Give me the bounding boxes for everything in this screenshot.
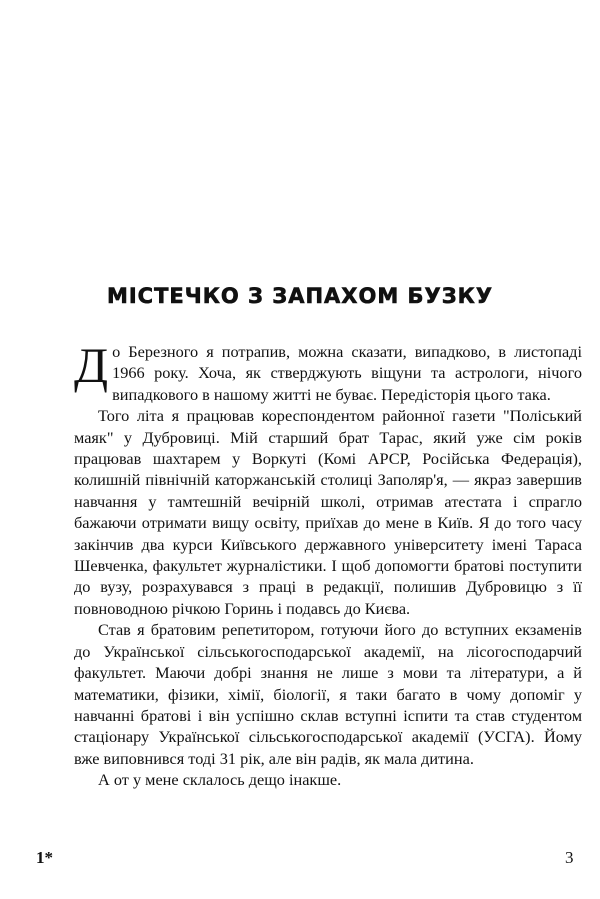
- signature-mark: 1*: [36, 848, 53, 867]
- paragraph-1: [74, 337, 582, 405]
- page-number: 3: [565, 848, 574, 867]
- paragraph-2: Того літа я працював кореспондентом районної газети "Поліський маяк" у Дубровиці. Мій старший брат Тарас, який уже сім років працював шахтарем у Воркуті (Комі АРСР, Російська Федерація), колишній північній каторжанській столиці Заполяр'я, — якраз завершив навчання у тамтешній вечірній школі, отримав атестата і спрагло бажаючи отримати вищу освіту, приїхав до мене в Київ. Я до того часу закінчив два курси Київського державного університету імені Тараса Шевченка, факультет журналістики. І щоб допомогти братові поступити до вузу, розрахувався з праці в редакції, полишив Дубровицю з її повноводною річкою Горинь і подавсь до Києва.: [74, 406, 582, 618]
- paragraph-1-text: о Березного я потрапив, можна сказати, випадково, в листопаді 1966 року. Хоча, як стверджують віщуни та астрологи, нічого випадкового в нашому житті не буває. Передісторія цього така.: [112, 342, 582, 404]
- paragraph-3: Став я братовим репетитором, готуючи його до вступних екзаменів до Української сільськогосподарської академії, на лісогосподарчий факультет. Маючи добрі знання не лише з мови та літератури, а й математики, фізики, хімії, біології, я таки багато в чому допоміг у навчанні братові і він успішно склав вступні іспити та став студентом стаціонару Української сільськогосподарської академії (УСГА). Йому вже виповнився тоді 31 рік, але він радів, як мала дитина.: [74, 620, 582, 768]
- paragraph-4: А от у мене склалось дещо інакше.: [98, 770, 342, 790]
- body-text: [74, 337, 582, 791]
- drop-cap: Д: [74, 337, 109, 393]
- chapter-title: МІСТЕЧКО З ЗАПАХОМ БУЗКУ: [106, 284, 494, 308]
